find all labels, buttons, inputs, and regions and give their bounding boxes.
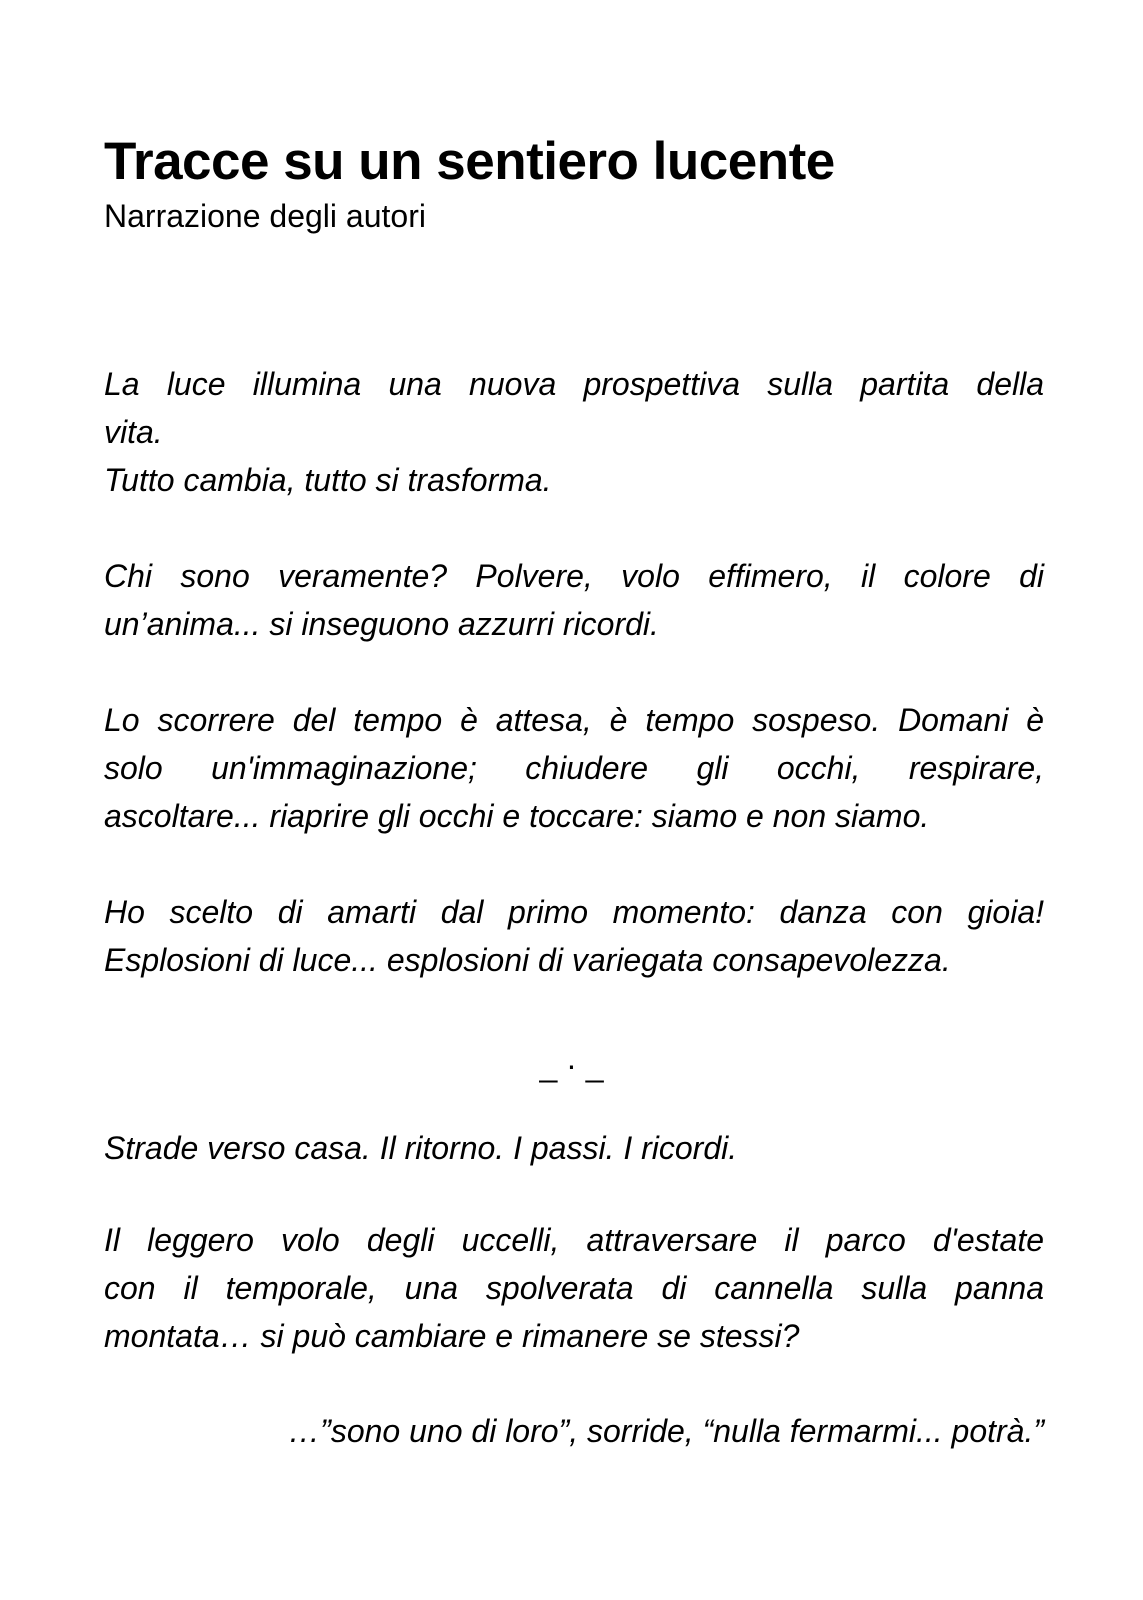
closing-quote: …”sono uno di loro”, sorride, “nulla fermarmi... potrà.” (288, 1413, 1044, 1449)
paragraph-line: vita. (104, 414, 163, 450)
paragraph-line: Ho scelto di amarti dal primo momento: danza con gioia! (104, 894, 1044, 930)
paragraph-line: Esplosioni di luce... esplosioni di variegata consapevolezza. (104, 942, 951, 978)
page-title: Tracce su un sentiero lucente (104, 132, 835, 191)
page-subtitle: Narrazione degli autori (104, 198, 426, 234)
paragraph-line: Chi sono veramente? Polvere, volo effimero, il colore di (104, 558, 1044, 594)
paragraph-1 (104, 360, 1044, 504)
section-separator: _ · _ (539, 1047, 604, 1083)
paragraph-4 (104, 888, 1044, 984)
paragraph-6 (104, 1216, 1044, 1360)
paragraph-5 (104, 1124, 1044, 1172)
paragraph-line: Tutto cambia, tutto si trasforma. (104, 462, 552, 498)
paragraph-line: montata… si può cambiare e rimanere se stessi? (104, 1318, 800, 1354)
paragraph-line: un’anima... si inseguono azzurri ricordi. (104, 606, 659, 642)
paragraph-line: con il temporale, una spolverata di cannella sulla panna (104, 1270, 1044, 1306)
paragraph-2 (104, 552, 1044, 648)
paragraph-line: Il leggero volo degli uccelli, attraversare il parco d'estate (104, 1222, 1044, 1258)
paragraph-3 (104, 696, 1044, 840)
paragraph-line: solo un'immaginazione; chiudere gli occhi, respirare, (104, 750, 1044, 786)
paragraph-line: ascoltare... riaprire gli occhi e toccare: siamo e non siamo. (104, 798, 930, 834)
paragraph-line: Strade verso casa. Il ritorno. I passi. I ricordi. (104, 1130, 738, 1166)
document-page (104, 128, 1044, 236)
paragraph-line: La luce illumina una nuova prospettiva sulla partita della (104, 366, 1044, 402)
paragraph-line: Lo scorrere del tempo è attesa, è tempo sospeso. Domani è (104, 702, 1044, 738)
